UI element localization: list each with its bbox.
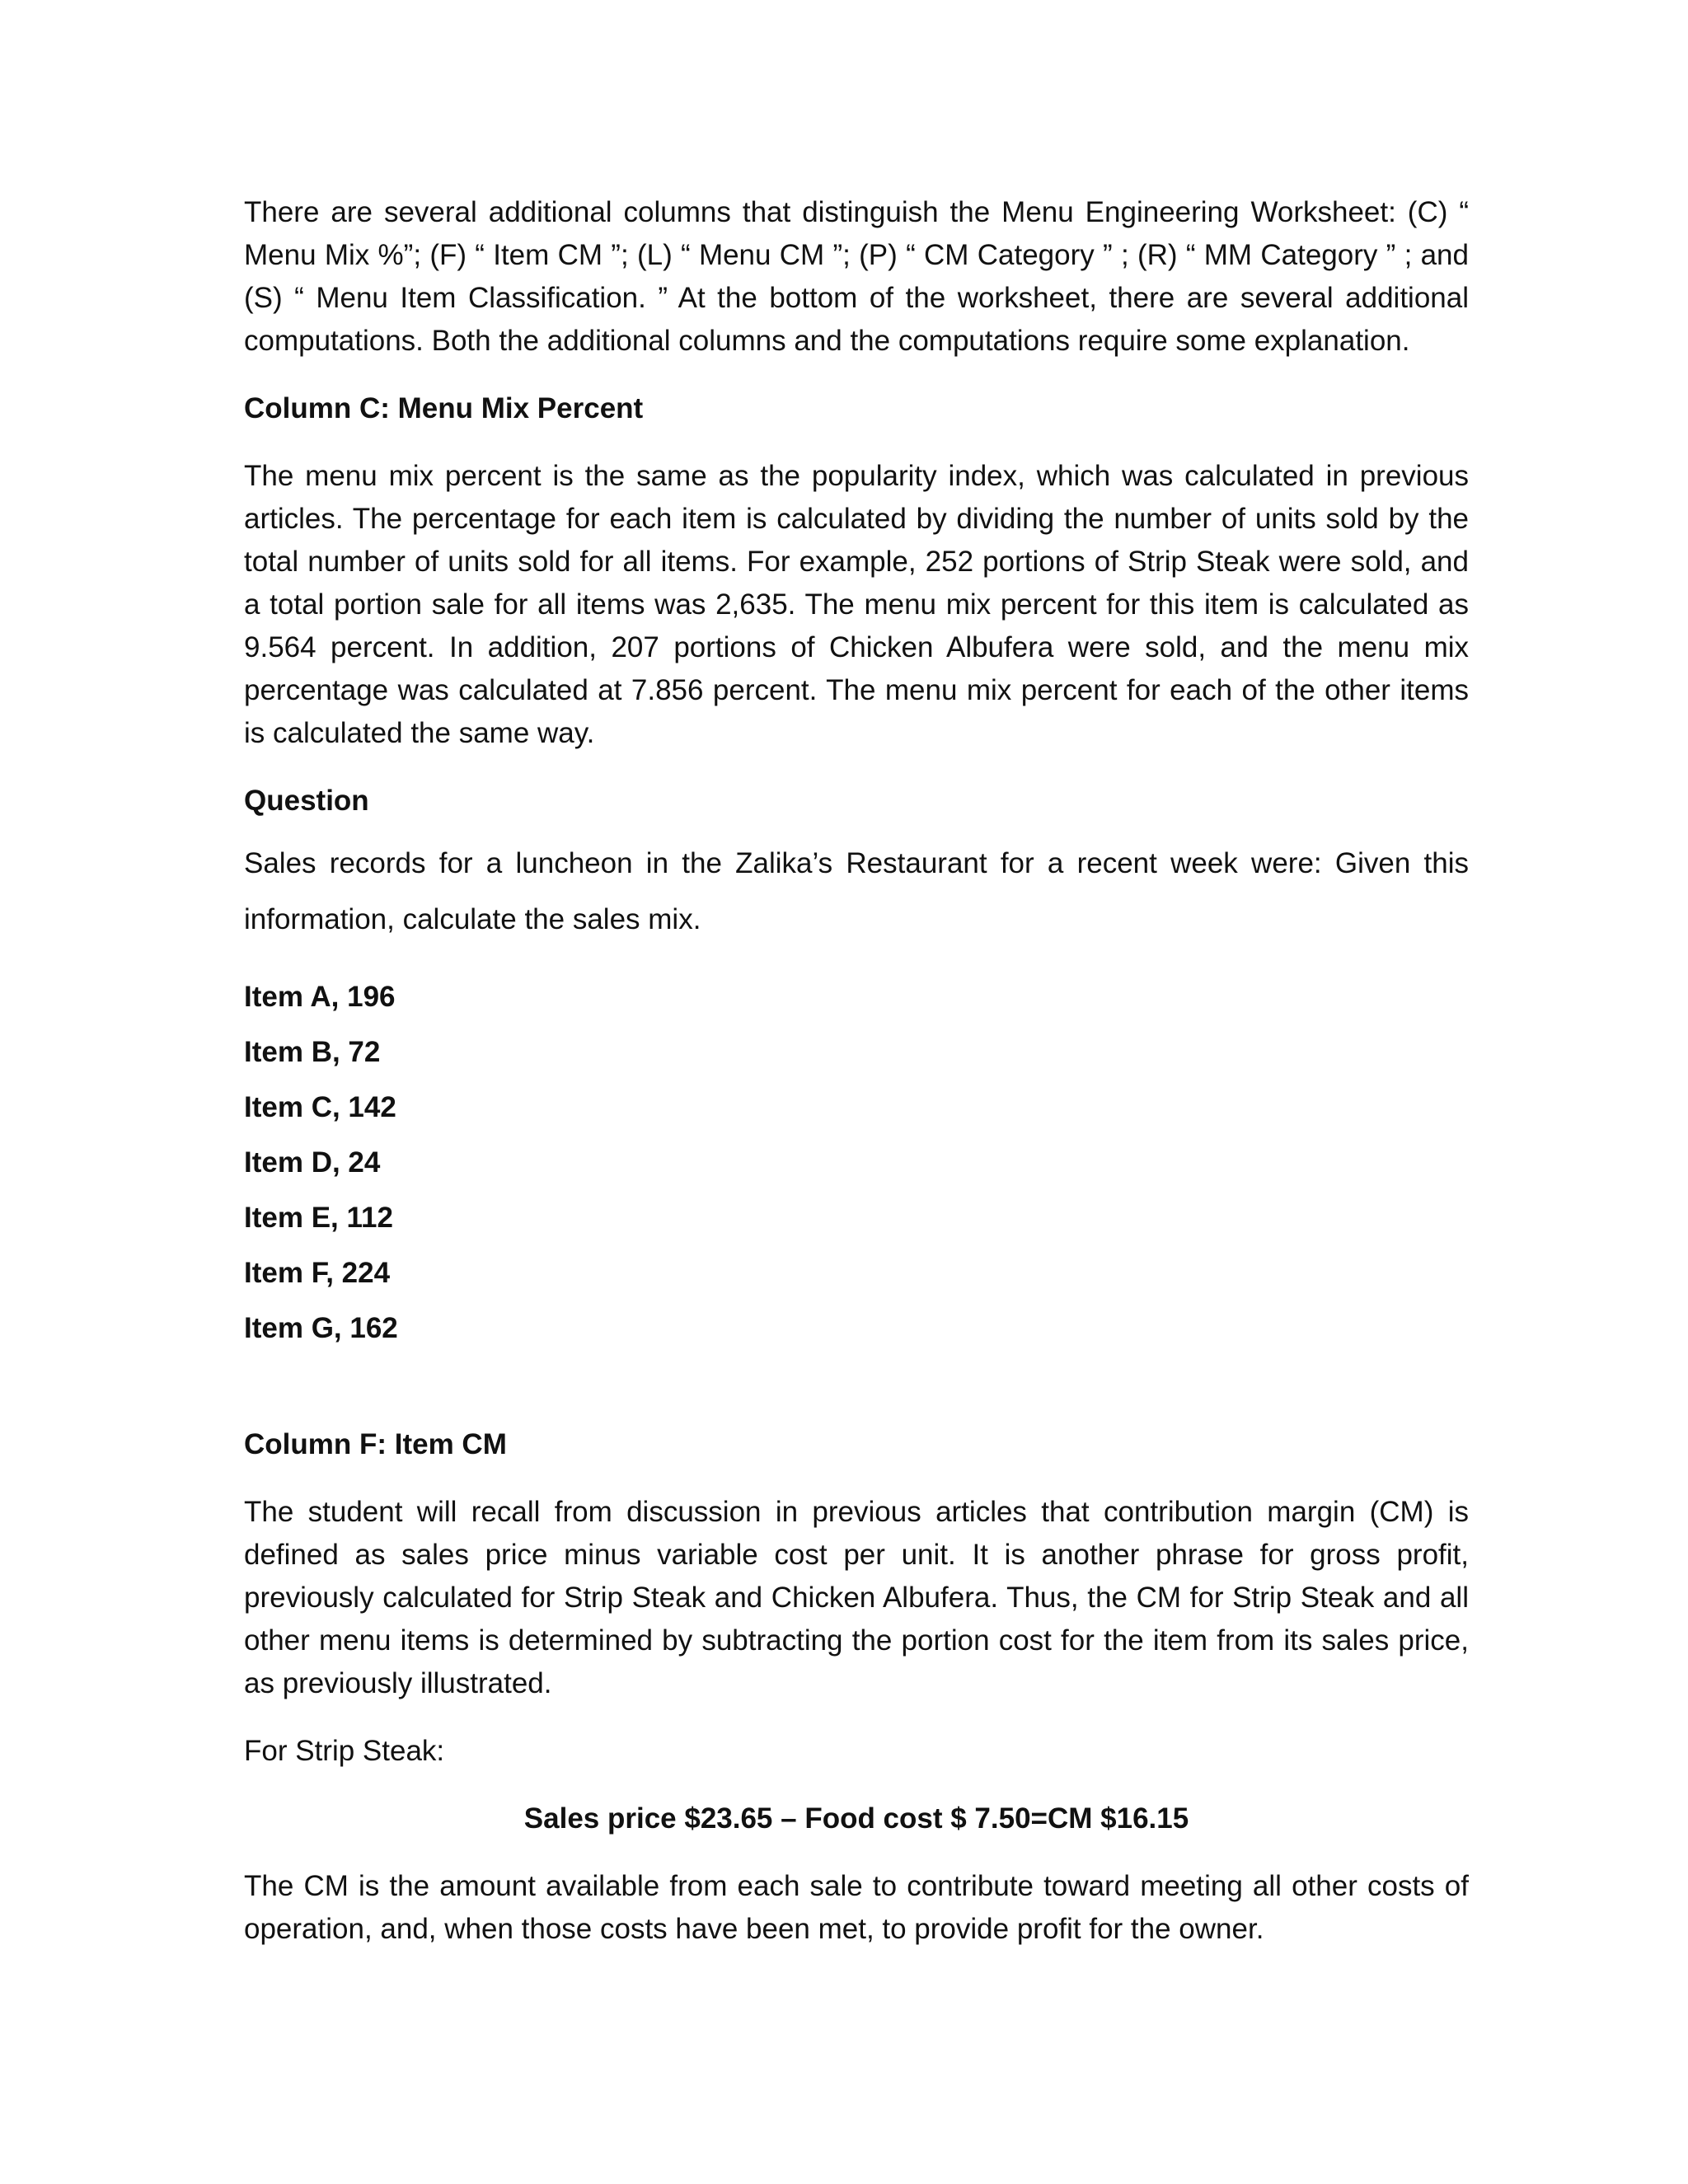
list-item: Item C, 142 bbox=[244, 1091, 396, 1123]
question-heading: Question bbox=[244, 785, 369, 817]
cm-formula: Sales price $23.65 – Food cost $ 7.50=CM $16.15 bbox=[523, 1802, 1189, 1835]
sales-items-list bbox=[244, 969, 1469, 1356]
list-item: Item B, 72 bbox=[244, 1036, 381, 1068]
list-item: Item A, 196 bbox=[244, 981, 396, 1013]
list-item: Item F, 224 bbox=[244, 1257, 391, 1289]
list-item: Item E, 112 bbox=[244, 1202, 393, 1234]
example-label: For Strip Steak: bbox=[244, 1735, 445, 1767]
column-c-heading: Column C: Menu Mix Percent bbox=[244, 392, 644, 424]
document-body bbox=[244, 191, 1469, 1951]
column-f-heading: Column F: Item CM bbox=[244, 1428, 507, 1460]
list-item: Item G, 162 bbox=[244, 1312, 398, 1344]
column-c-paragraph: The menu mix percent is the same as the popularity index, which was calculated in previous articles. The percentage for each item is calculated by dividing the number of units sold by the total number of units sold for all items. For example, 252 portions of Strip Steak were sold, and a total portion sale for all items was 2,635. The menu mix percent for this item is calculated as 9.564 percent. In addition, 207 portions of Chicken Albufera were sold, and the menu mix percentage was calculated at 7.856 percent. The menu mix percent for each of the other items is calculated the same way. bbox=[244, 460, 1469, 749]
intro-paragraph: There are several additional columns that distinguish the Menu Engineering Worksheet: (C) “ Menu Mix %”; (F) “ Item CM ”; (L) “ Menu CM ”; (P) “ CM Category ” ; (R) “ MM Category ” ; and (S) “ Menu Item Classification. ” At the bottom of the worksheet, there are several additional computations. Both the additional columns and the computations require some explanation. bbox=[244, 196, 1469, 357]
list-item: Item D, 24 bbox=[244, 1146, 381, 1179]
question-paragraph: Sales records for a luncheon in the Zalika’s Restaurant for a recent week were: Given this information, calculate the sales mix. bbox=[244, 847, 1469, 935]
column-f-paragraph: The student will recall from discussion in previous articles that contribution margin (CM) is defined as sales price minus variable cost per unit. It is another phrase for gross profit, previously calculated for Strip Steak and Chicken Albufera. Thus, the CM for Strip Steak and all other menu items is determined by subtracting the portion cost for the item from its sales price, as previously illustrated. bbox=[244, 1496, 1469, 1699]
closing-paragraph: The CM is the amount available from each sale to contribute toward meeting all other costs of operation, and, when those costs have been met, to provide profit for the owner. bbox=[244, 1870, 1469, 1945]
